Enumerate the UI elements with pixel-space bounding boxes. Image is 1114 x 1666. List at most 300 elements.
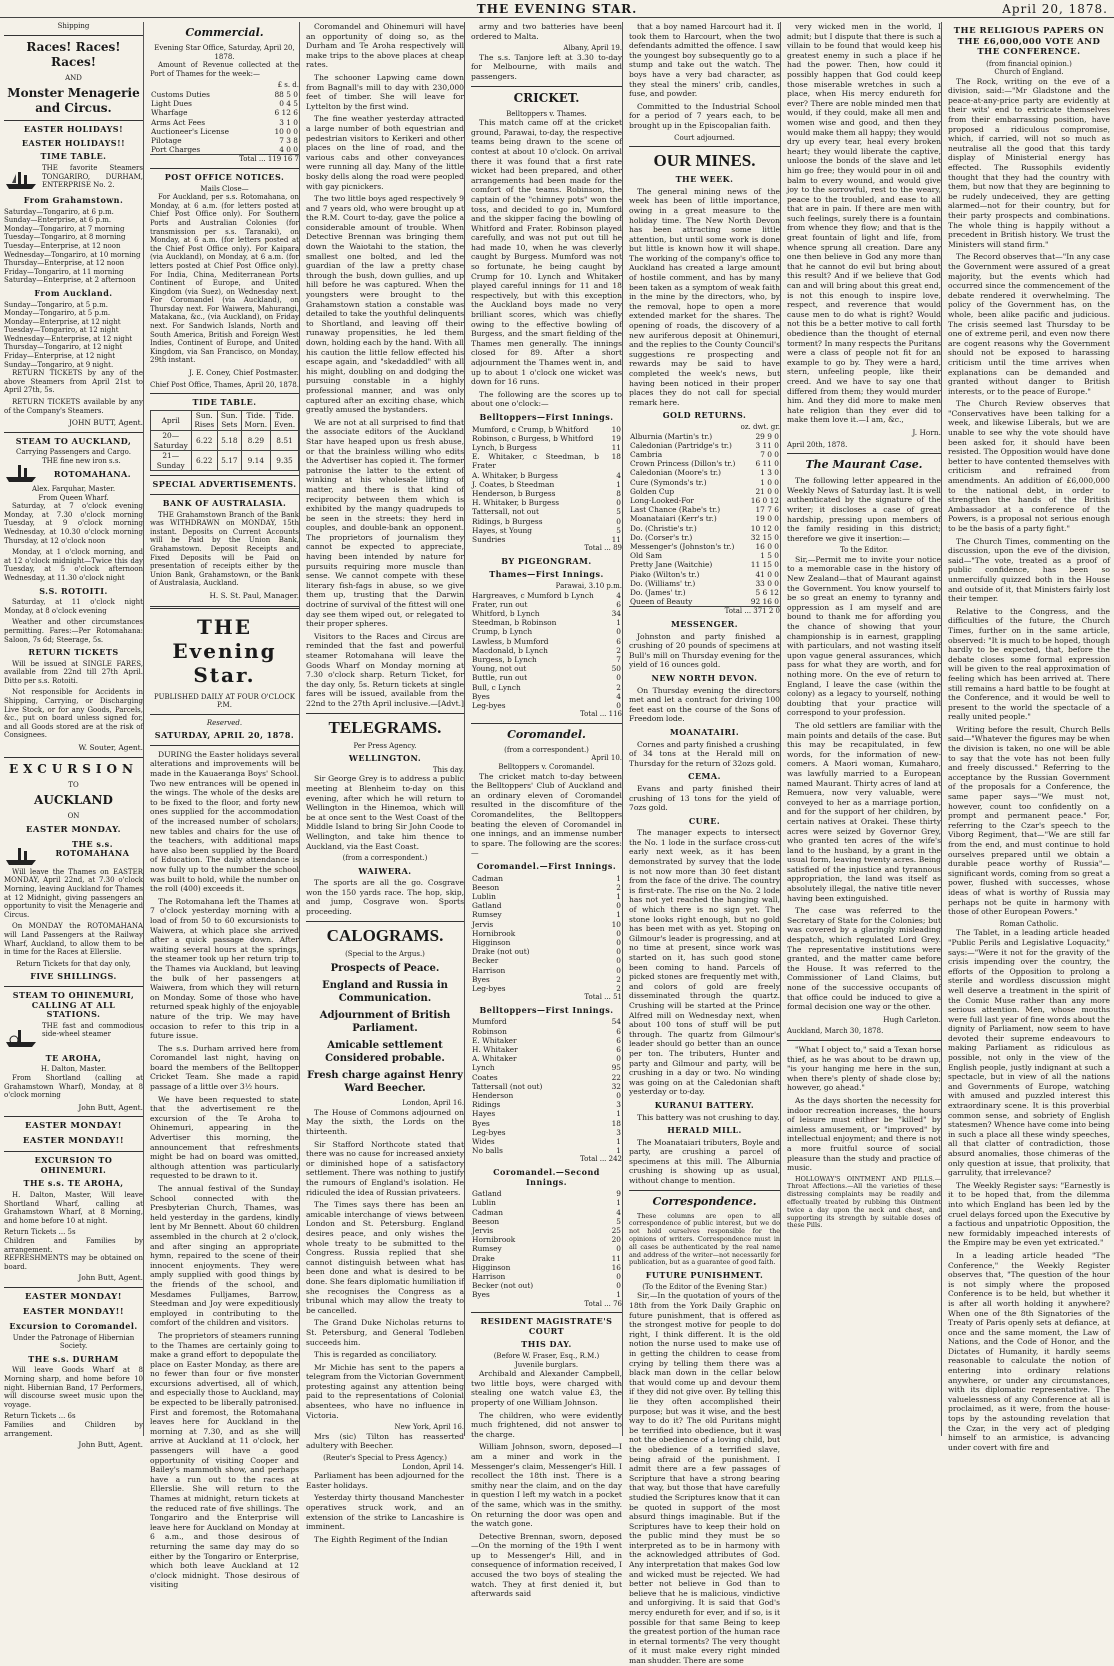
score-row (471, 1146, 622, 1155)
text: SPECIAL ADVERTISEMENTS. (152, 479, 297, 490)
row-label: Robinson (472, 1026, 507, 1036)
row-label: Drake (472, 1253, 495, 1263)
text: England and Russia in Communication. (322, 980, 448, 1005)
text: The cricket match to-day between the Belltoppers' Club of Auckland and an ordinary eleven of Coromandel resulted in the discomfiture of the Coromandelites, the Belltoppers beating the eleven of Coromandel in one innings, and an immense number to spare. The following are the scores:— (471, 771, 622, 858)
row-value: 33 0 0 (755, 578, 779, 588)
text: John Butt, Agent. (78, 1102, 143, 1112)
row-value: 0 (616, 627, 621, 637)
text: For Auckland, per s.s. Rotomahana, on Monday, at 6 a.m. (for letters posted at Chief Post Office only). For Southern Ports and Australian Colonies (for transmission per s.s. Taranaki), on Monday, at 6 a.m. (for letters posted at the Chief Post Office only). For Kaipara (via Auckland), on Monday, at 6 a.m. (for letters posted at Chief Post Office only). For India, China, Mediterranean Ports Continent of Europe, and United Kingdom (via Suez), on Wednesday next. For Coromandel (via Auckland), on Thursday next. For Waiwera, Mahurangi, Matakana, &c., (via Auckland), on Friday next. For Sandwich Islands, North and South America, British and Foreign West Indies, Continent of Europe, and United Kingdom, via San Francisco, on Monday, 29th instant. (150, 193, 299, 365)
text: The manager expects to intersect the No. 1 lode in the surface cross-cut early next week, as it has been demonstrated by survey that the lode is not now more than 30 feet distant from the face of the drive. The country is first-rate. The rise on the No. 2 lode has not yet reached the hanging wall, of which there is no sign yet. The stone looks right enough, but no gold has been met with as yet. Stoping on Gilmour's leader is progressing, and at no time at present, since work was started on it, has such good stone been coming to hand. Parcels of picked stones are frequently met with, and colors of gold are freely disseminated through the quartz. Crushing will be started at the Prince Alfred mill on Wednesday next, when about 100 tons of stuff will be put through. The quartz from Gilmour's leader should go better than an ounce per ton. The tributers, Hunter and party and Gilmour and party, will be crushing in a day or two. No winding was going on at the Caledonian shaft yesterday or to-day. (629, 828, 780, 1097)
text: Not responsible for Accidents in Shipping, Carrying, or Discharging Live Stock, or for any Goods, Parcels, &c., put on board unless signed for, and all Goods stored are at the risk of Consignees. (4, 688, 143, 740)
text: very wicked men in the world, I admit; but I dispute that there is such a villain to be found that would keep his greatest enemy in such a place if he had the power. Then, how could it possibly happen that God could keep those miserable wretches in such a place, when His mercy endureth for ever? There are noble minded men that would, if they could, make all men and women wise and good, and then they would make them all happy; they would dry up every tear, heal every broken heart; they would liberate the captive, unloose the bonds of the slave and let him go free; they would pour in oil and balm to every wound, and would give joy to the sorrowful, rest to the weary, peace to the troubled, and ease to all that are in pain. If there are men with such feelings, surely there is a fountain from whence they flow; and that is the great fountain of light and life, from whence sprung all creation. Dare any one then believe in God any more than that he cannot do evil but bring about this result? And if we believe that God can and will bring about this great end, is not this enough to inspire love, respect, and reverence that would cause men to do what is right? Would not this be a better motive to call forth obedience than the thought of eternal torment? In many respects the Puritans were a class of people not fit for an example to go by. They were a hard, stern, unfeeling people, like their creed. And we have to say one that differed from them; they would murder him. And they did more to make men hate religion than they ever did to make them love it.—I am, &c., (787, 22, 941, 425)
text: April (151, 410, 192, 430)
row-label: Sundries (472, 535, 506, 544)
text: DURING the Easter holidays several alterations and improvements will be made in the Kauaeranga Boys' School. Two new entrances will be opened in the wings. The whole of the desks are to be fixed to the floor, and forty new ones supplied for the accommodation of the increased number of scholars; new tables and chairs for the use of the teachers, with additional maps have also been supplied by the Board of Education. The daily attendance is now fully up to the number the school was built to hold, while the number on the roll (400) exceeds it. (150, 749, 299, 894)
row-label: Old Sam (630, 551, 662, 561)
gold-row (629, 514, 780, 523)
gold-row (629, 441, 780, 450)
text: This day. (432, 765, 464, 774)
row-label: Byes (472, 1290, 490, 1300)
text: EASTER MONDAY! (25, 1121, 122, 1132)
text: Mails Close— (200, 184, 249, 193)
text: ROTOMAHANA. (53, 468, 132, 479)
text: Writing before the result, Church Bells said—"Whatever the figures may be when the division is taken, no one will be able to say that the vote has not been fully and freely discussed." Referring to the acceptance by the Russian Government of the proposals for a Conference, the same paper says—"We must not, however, count too confidently on a prompt and permanent peace." For, referring to the Czar's speech to the Viborg Regiment, that—"We are still far from the end, and must continue to hold ourselves prepared until we obtain a durable peace worthy of Russia"—significant words, coming from so great a power, flushed with successes, whose ideas of what is worthy of Russia may perhaps not be quite in harmony with those of other European Powers." (948, 724, 1110, 917)
section-label: Shipping (57, 22, 90, 30)
score-row (471, 618, 622, 627)
text: This is regarded as conciliatory. (314, 1350, 437, 1360)
row-label: Harrison (472, 965, 506, 975)
text: (from a correspondent.) (504, 745, 589, 754)
row-label: Queen of Beauty (630, 597, 693, 607)
score-row (471, 452, 622, 470)
row-value: 1 (616, 1137, 621, 1146)
row-label: Moanataiari (Kerr's tr.) (630, 514, 717, 524)
text: Tide. Morn. (241, 410, 270, 430)
row-value: 0 (616, 516, 621, 526)
text: JOHN BUTT, Agent. (68, 418, 143, 428)
scorecard-thames (471, 591, 622, 711)
row-label: Wharfage (151, 108, 188, 118)
column-1 (4, 22, 144, 1450)
row-value: 1 (616, 479, 621, 489)
text: The s.s. Durham arrived here from Coromandel last night, having on board the members of the Belltopper Cricket Team. She made a rapid passage of a little over 3½ hours. (150, 1043, 299, 1092)
scorecard-coromandel-1 (471, 874, 622, 994)
text: Visitors to the Races and Circus are reminded that the fast and powerful steamer Rotomahana will leave the Goods Wharf on Monday morning at 7.30 o'clock sharp. Return Ticket, for the day only, 5s. Return tickets at single fares will be issued, available from the 22nd to the 27th April inclusive.—[Advt.] (306, 631, 465, 708)
row-label: Jervis (472, 1226, 494, 1235)
cricket-heading: CRICKET. (513, 90, 580, 105)
text: (from a correspondent.) (342, 854, 428, 863)
row-label: Do. (Corser's tr.) (630, 532, 693, 542)
row-label: Henderson (472, 1090, 514, 1100)
paper-title: THE Evening Star. (172, 614, 277, 687)
row-value: 16 0 0 (755, 542, 779, 551)
text: Parawai, 3.10 p.m. (555, 581, 622, 590)
row-value: 4 (616, 470, 621, 480)
row-value: 34 (611, 608, 621, 618)
score-row (471, 655, 622, 664)
score-row (471, 507, 622, 516)
text: £ s. d. (277, 81, 299, 90)
row-value: 32 15 0 (750, 532, 779, 542)
text: London, April 16. (402, 1099, 464, 1108)
row-label: Higginson (472, 1262, 511, 1272)
row-label: Beeson (472, 1216, 500, 1226)
text: Will leave Goods Wharf at 8 Morning sharp, and home before 10 night. Hibernian Band, 17 Performers, will discourse sweet music upon the voyage. (4, 1366, 143, 1409)
text: The following letter appeared in the Weekly News of Saturday last. It is well authenticated by the signature of the writer; it discloses a case of great hardship, pressing upon members of the family residing in this district; therefore we give it insertion:— (787, 476, 941, 543)
row-value: 5 6 12 (755, 588, 779, 598)
row-label: Gatland (472, 901, 502, 911)
row-value: 92 16 0 (750, 597, 779, 607)
row-label: Long-Looked-For (630, 495, 694, 505)
row-label: Jervis (472, 919, 494, 929)
row-label: Crump, b Lynch (472, 627, 533, 637)
text: Return Tickets for that day only, (16, 959, 131, 968)
text: Detective Brennan, sworn, deposed—On the morning of the 19th I went up to Messenger's Hill, and in consequence of information received, I accused the two boys of stealing the watch. They at first denied it, but afterwards said (471, 1531, 622, 1599)
text: Coromandel.—First Innings. (476, 860, 617, 871)
row-value: 1 (616, 1109, 621, 1119)
row-value: 0 (616, 947, 621, 957)
gold-row (629, 560, 780, 569)
row-value: 1 (616, 1290, 621, 1300)
row-value: 11 (611, 535, 621, 544)
text: Coromandel and Ohinemuri will have an opportunity of doing so, as the Durham and Te Aroha respectively will make trips to the above places at cheap rates. (306, 22, 464, 70)
text: On MONDAY the ROTOMAHANA will Land Passengers at the Railway Wharf, Auckland, to allow them to be in time for the Races at Ellerslie. (4, 922, 143, 957)
text: This match came off at the cricket ground, Parawai, to-day, the respective teams being drawn to the scene of contest at about 10 o'clock. On arrival there it was found that a first rate wicket had been prepared, and other arrangements had been made for the comfort of the teams. Robinson, the captain of the "chimney pots" won the toss, and decided to go in, Mumford and the skipper facing the bowling of Whitford and Frater. Robinson played carefully, and was not put out till he had made 10, when he was cleverly caught by Burgess. Mumford was not so fortunate, he being caught by Crump for 10. Lynch and Whitaker played careful innings for 11 and 18 respectively, but with this exception the Auckland boys made no very brilliant scores, which was chiefly owing to the effective bowling of Burgess, and the smart fielding of the Thames men generally. The innings closed for 89. After a short adjournment the Thames went in, and up to about 1 o'clock one wicket was down for 16 runs. (471, 118, 622, 387)
text: KURANUI BATTERY. (654, 1099, 755, 1110)
steamer-icon (4, 459, 38, 485)
row-value: 7 (616, 655, 621, 664)
score-row (471, 434, 622, 443)
tide-table (150, 410, 299, 472)
newspaper-title: THE EVENING STAR. (476, 2, 638, 16)
text: April 20th, 1878. (787, 440, 848, 449)
row-label: E. Whitaker (472, 1035, 517, 1045)
row-value: 95 (611, 1063, 621, 1073)
score-row (471, 929, 622, 938)
revenue-row (150, 90, 299, 99)
row-label: H. Whitaker (472, 1044, 518, 1054)
text: From Queen Wharf. (38, 493, 109, 502)
row-label: Crown Princess (Dillon's tr.) (630, 459, 736, 469)
text: Prospects of Peace. (330, 963, 440, 975)
text: Return Tickets ... 5s (4, 1228, 76, 1237)
row-label: Last Chance (Rabe's tr.) (630, 505, 721, 515)
row-value: 2 (616, 983, 621, 993)
text: SATURDAY, APRIL 20, 1878. (154, 730, 295, 741)
text: The s.s. Tanjore left at 3.30 to-day for Melbourne, with mails and passengers. (471, 52, 622, 81)
text: Reserved. (206, 718, 243, 727)
text: Thursday—Enterprise, at 12 noon (4, 259, 125, 268)
text: Sir,—In the quotation of yours of the 18th from the York Daily Graphic on future punishment, that is offered as the strongest motive for people to do right, I think different. It is the old notion the nurse used to make use of in getting the children to cease from crying by telling them there was a black man down in the cellar below that would come up and devour them if they did not give over. By telling this lie they often accomplished their purpose; but was it wise, and the best way to do it? The old Puritans might be terrified into obedience, but it was not the obedience of a loving child, but the obedience of a terrified slave, being afraid of the punishment. I admit there are a few passages of Scripture that have a strong bearing that way, but those that have carefully studied the Scriptures know that it can be quoted in support of the most absurd things imaginable. But if the Scriptures have to keep their hold on the public mind they must be so interpreted as to be in harmony with the acknowledged attributes of God. Any interpretation that makes God low and wicked must be rejected. We had better not believe in God than to believe that he is malicious, vindictive and unforgiving. It is said that God's mercy endureth for ever, and if so, is it possible for that same Being to keep the greatest portion of the human race in eternal torments? The very thought of it must make every right minded man shudder. There are some (629, 1291, 780, 1665)
score-row (471, 1244, 622, 1253)
text: 8.29 (241, 431, 270, 451)
gold-row (629, 524, 780, 533)
row-value: 16 (611, 1262, 621, 1272)
score-row (471, 692, 622, 701)
row-value: 0 (616, 901, 621, 911)
text: TIDE TABLE. (192, 397, 257, 408)
row-value: 10 12 0 (750, 523, 779, 533)
text: Mr Michie has sent to the papers a telegram from the Victorian Government protesting against any attention being paid to the representations of Colonial absentees, who have no influence in Victoria. (306, 1362, 464, 1420)
text: FUTURE PUNISHMENT. (645, 1270, 764, 1281)
row-value: 25 (611, 1226, 621, 1235)
text: CEMA. (688, 771, 721, 782)
revenue-table (150, 90, 299, 154)
text: Wednesday—Tongariro, at 10 morning (4, 250, 141, 259)
text: Committed to the Industrial School for a period of 7 years each, to be brought up in the Episcopalian faith. (629, 101, 780, 130)
text: Total ... 51 (584, 993, 622, 1002)
score-row (471, 1027, 622, 1036)
gold-row (629, 551, 780, 560)
text: The Grand Duke Nicholas returns to St. Petersburg, and General Todleben succeeds him. (306, 1318, 464, 1347)
score-row (471, 975, 622, 984)
text: The Church Times, commenting on the discussion, upon the eve of the division, said—"The vote, treated as a proof of public confidence, has been so unmercifully quizzed both in the House and outside of it, that Ministers fairly lost their temper. (948, 536, 1110, 604)
row-value: 1 (616, 891, 621, 901)
row-value: 1 5 0 (760, 551, 779, 561)
score-row (471, 938, 622, 947)
row-label: Hayes (472, 1109, 496, 1119)
text: The Tablet, in a leading article headed "Public Perils and Legislative Loquacity," says:—"Were it not for the gravity of the crisis impending over the country, the efforts of the Opposition to prolong a sterile and wordless discussion might well deserve a treatment in the spirit of the Comic Muse rather than any more serious attention. Men, whose mouths were full last year of fine words about the dignity of Parliament, now seem to have devoted their supreme endeavours to making Parliament as ridiculous as possible, not only in the view of the English people, justly indignant at such a spectacle, but in view of all the nations and Governments of Europe, watching with amused and puzzled interest this extraordinary scene. It is this proverbial common sense, and sobriety of English statesmen? Whence have come into being in such a place all these windy speeches, all that clatter of contradiction, those absurd anomalies, those chimeras of the only question at issue, that prolixity, that garrulity, that irrelevance? (948, 928, 1110, 1178)
text: Under the Patronage of Hibernian Society. (12, 1333, 135, 1351)
row-label: Messenger's (Johnston's tr.) (630, 542, 735, 551)
score-row (471, 1189, 622, 1198)
text: The annual festival of the Sunday School connected with the Presbyterian Church, Thames, was held yesterday in the gardens, kindly lent by Mr Bennett. About 60 children assembled in the church at 2 o'clock, and after singing an appropriate hymn, repaired to the scene of their innocent enjoyments. They were amply supplied with good things by the friends of the school, and Mesdames Fulljames, Barrow, Steedman and Joy were expeditiously employed in contributing to the comfort of the children and visitors. (150, 1184, 299, 1328)
text: Sir Stafford Northcote stated that there was no cause for increased anxiety or diminished hope of a satisfactory settlement. There was nothing to justify the rumours of England's isolation. He ridiculed the idea of Russian privateers. (306, 1139, 464, 1197)
row-value: 0 (616, 1281, 621, 1291)
row-value: 4 0 0 (279, 145, 298, 155)
text: "What I object to," said a Texan horse thief, as he was about to be drawn up, "is your hanging me here in the sun, when there's plenty of shade close by; however, go ahead." (787, 1044, 941, 1093)
text: W. Souter, Agent. (78, 743, 143, 753)
text: Evans and party finished their crushing of 13 tons for the yield of 7ozs gold. (629, 783, 780, 813)
text: In a leading article headed "The Conference," the Weekly Register observes that, "The question of the hour is not simply where the proposed Conference is to be held, but whether it is after all worth holding it anywhere? When one of the 8th Signatories of the Treaty of Paris openly sets at defiance, at once and the same moment, the Law of Nations, and the Code of Honor, and the Dictates of Humanity, it hardly seems reasonable to calculate the notion of entering into ordinary relations anywhere, or under any circumstances, with its diplomatic representative. The valuelessness of any Conference at all is proclaimed, as it were, from the house-tops by the astounding revelation that the Czar, in the very act of pledging himself to an armistice, is advancing under covert with fire and (948, 1250, 1110, 1452)
text: H. Dalton, Master, Will leave Shortland Wharf, calling at Grahamstown Wharf, at 8 Morning, and home before 10 at night. (4, 1191, 143, 1225)
row-value: 4 (616, 590, 621, 600)
score-row (471, 480, 622, 489)
row-label: Customs Duties (151, 89, 210, 99)
row-value: 3 (616, 1100, 621, 1110)
scorecard-coromandel-2 (471, 1189, 622, 1299)
scorecard-belltoppers (471, 425, 622, 545)
row-label: Do. (James' tr.) (630, 588, 686, 598)
row-value: 17 7 6 (755, 505, 779, 515)
text: Belltoppers v. Thames. (506, 109, 587, 118)
scorecard-belltoppers-2 (471, 1017, 622, 1155)
row-label: Wides (472, 1137, 495, 1146)
row-value: 16 0 12 (750, 495, 779, 505)
score-row (471, 627, 622, 636)
text: John Butt, Agent. (78, 1440, 143, 1450)
text: Carrying Passengers and Cargo. (16, 448, 131, 457)
score-row (471, 701, 622, 710)
gold-row (629, 432, 780, 441)
row-value: 0 (616, 956, 621, 966)
row-value: 3 11 0 (755, 440, 779, 450)
score-row (471, 489, 622, 498)
row-label: Byes (472, 691, 490, 701)
text: The Moanataiari tributers, Boyle and party, are crushing a parcel of specimens at this mill. The Alburnia crushing is showing up as usual, without change to mention. (629, 1137, 780, 1186)
text: Sunday—Enterprise, at 6 p.m. (4, 216, 112, 225)
text: J. E. Coney, Chief Postmaster. (188, 368, 299, 378)
text: 6.22 (191, 431, 218, 451)
revenue-row (150, 145, 299, 154)
text: EASTER HOLIDAYS! (23, 124, 124, 135)
row-label: Pilotage (151, 135, 182, 145)
text: that a boy named Harcourt had it. I took them to Harcourt, when the two defendants admitted the offence. I saw the youngest boy subsequently go to a stump and take out the watch. The boys have a very bad character, as they steal the miners' crib, candles, fuse, and powder. (629, 22, 780, 99)
score-row (471, 1281, 622, 1290)
mines-heading: OUR MINES. (653, 151, 756, 171)
row-label: A. Whitaker, b Burgess (472, 470, 558, 480)
row-value: 6 11 0 (755, 459, 779, 469)
column-3 (306, 22, 465, 1544)
text: Thames—First Innings. (489, 569, 604, 580)
row-label: Pretty Jane (Waitchie) (630, 560, 713, 570)
text: The Maurant Case. (805, 458, 923, 472)
text: The proprietors of steamers running to the Thames are certainly going to make a grand effort to depopulate the place on Easter Monday, as there are no fewer than four or five monster excursions advertised, all of which, and especially those to Auckland, may be expected to be liberally patronised. First and foremost, the Rotomahana leaves here for Auckland in the morning at 7.30, and as she will arrive at Auckland at 11 o'clock, her passengers will have a good opportunity of visiting Cooper and Bailey's mammoth show, and perhaps have a run out to the races at Ellerslie. She will return to the Thames at midnight, return tickets at the reduced rate of five shillings. The Tongariro and the Enterprise will leave here for Auckland on Monday at 6 a.m., and those desirous of returning the same day may do so either by the Tongariro or Enterprise, which both leave Auckland at 12 o'clock midnight. Those desirous of visiting (150, 1330, 299, 1590)
text: Sunday—Tongariro, at 9 night. (4, 360, 114, 369)
text: April 10. (591, 754, 622, 763)
row-value: 10 (611, 424, 621, 434)
text: The following are the scores up to about one o'clock:— (471, 389, 622, 409)
row-label: Golden Cup (630, 486, 675, 496)
gold-row (629, 487, 780, 496)
row-label: Caledonian (Partridge's tr.) (630, 440, 732, 450)
row-value: 41 0 0 (755, 569, 779, 579)
text: EXCURSION (9, 761, 138, 776)
text: Friday—Enterprise, at 12 night (4, 352, 116, 361)
row-value: 54 (611, 1017, 621, 1027)
row-label: Arms Act Fees (151, 117, 206, 127)
text: Sun. Sets (218, 410, 242, 430)
text: Roman Catholic. (999, 919, 1059, 928)
text: As the days shorten the necessity for indoor recreation increases, the hours of leisure must either be "killed" by aimless amusement, or "improved" by intellectual enjoyment; and there is not a more fruitful source of social pleasure than the study and practice of music. (787, 1095, 941, 1173)
column-6 (787, 22, 942, 1436)
row-label: A. Whitaker (472, 1054, 517, 1064)
text: Parliament has been adjourned for the Easter holidays. (306, 1471, 464, 1490)
headline: Monster Menagerie and Circus. (7, 86, 140, 116)
score-row (471, 1290, 622, 1299)
row-label: Becker (not out) (472, 1281, 534, 1291)
row-value: 20 (611, 1235, 621, 1245)
text: Alex. Farquhar, Master. (31, 485, 116, 493)
text: The fine weather yesterday attracted a large number of both equestrian and pedestrian visitors to Kerikeri and other places on the line of road, and the various cabs and other conveyances were running all day. Many of the little bosky dells along the road were peopled with gay picnickers. (306, 114, 464, 191)
row-label: E. Whitaker, c Steedman, b Frater (472, 452, 599, 471)
score-row (471, 517, 622, 526)
row-label: Light Dues (151, 99, 192, 109)
text: Total ... 371 2 0 (629, 606, 780, 616)
text: The Rock, writing on the eve of a division, said:—"Mr Gladstone and the peace-at-any-price party are evidently at their wits' end to extricate themselves from their embarrassing position, have proposed a ridiculous compromise, which, if carried, will not so much as neutralise all the good that this tardy display of Ministerial energy has effected. The Russophils evidently thought that they had the country with them, but now that they are beginning to be rudely undeceived, they are getting alarmed—not for their country, but for their party prospects and combinations. The whole thing is happily without a precedent in British history. We trust the Ministers will stand firm." (948, 76, 1110, 249)
text: The old settlers are familiar with the main points and details of the case. But this may be recapitulated, in few words, for the information of new-comers. A Maori woman, Kumaharo, was lawfully married to a European named Maurant. Thirty acres of land at Remuera, now very valuable, were conveyed to her as a marriage portion, and for the support of her children, by certain natives at Orakei. These thirty acres were seized by Governor Grey, who granted ten acres of the wife's land to the husband, by a grant in the usual form, leaving twenty acres. Being satisfied of the injustice and tyrannous appropriation, the land was itself as absolutely illegal, the native title never having been extinguished. (787, 720, 941, 903)
schedule-auckland (4, 301, 143, 370)
steamer-icon (4, 1024, 38, 1050)
gold-row (629, 478, 780, 487)
text: Saturday, at 11 o'clock night Monday, at 8 o'clock evening (4, 598, 143, 615)
score-row (471, 1254, 622, 1263)
gold-row (629, 468, 780, 477)
row-value: 18 (611, 452, 621, 462)
row-value: 2 (616, 882, 621, 892)
text: Saturday—Enterprise, at 2 afternoon (4, 276, 136, 285)
row-value: 21 0 0 (755, 486, 779, 496)
revenue-row (150, 108, 299, 117)
gold-row (629, 579, 780, 588)
text: Fresh charge against Henry Ward Beecher. (307, 1070, 463, 1095)
text: Friday—Tongariro, at 11 morning (4, 267, 124, 276)
text: On Thursday evening the directors met and let a contract for driving 100 feet east on the course of the Sons of Freedom lode. (629, 685, 780, 724)
text: The schooner Lapwing came down from Bagnall's mill to day with 230,000 feet of timber. She will leave for Lyttelton by the first wind. (306, 72, 464, 111)
row-label: Buttle, run out (472, 673, 528, 683)
row-label: Lublin (472, 1198, 496, 1208)
text: THE RELIGIOUS PAPERS ON THE £6,000,000 VOTE AND THE CONFERENCE. (953, 26, 1105, 57)
row-label: Cadman (472, 873, 503, 883)
calograms-heading: CALOGRAMS. (326, 925, 444, 945)
telegrams-heading: TELEGRAMS. (328, 717, 442, 737)
row-label: Hayes, st Young (472, 525, 532, 535)
text: 9.14 (241, 451, 270, 471)
text: Coromandel. (507, 727, 586, 741)
score-row (471, 920, 622, 929)
row-label: Drake (not out) (472, 947, 530, 957)
text: (Reuter's Special to Press Agency.) (323, 1454, 447, 1463)
row-label: Bull, c Lynch (472, 682, 521, 692)
row-value: 11 (611, 1253, 621, 1263)
row-value: 1 (616, 873, 621, 883)
score-row (471, 1226, 622, 1235)
text: 21—Sunday (151, 451, 192, 471)
row-label: Hargreaves, c Mumford b Lynch (472, 590, 594, 600)
row-value: 6 (616, 599, 621, 609)
score-row (471, 600, 622, 609)
row-label: Young, not out (472, 664, 527, 674)
text: Total ... 119 16 7 (150, 154, 299, 164)
text: The case was referred to the Secretary of State for the Colonies; but was covered by a glaringly misleading despatch, which regulated Lord Grey. The representative institutions were granted, and the matter came before the House. It was referred to the Commissioner of Land Claims, but none of the successive occupants of that office could be induced to give a formal decision one way or the other. (787, 906, 941, 1012)
score-row (471, 1109, 622, 1118)
row-value: 1 (616, 618, 621, 628)
text: Tide. Even. (271, 410, 299, 430)
gold-row (629, 459, 780, 468)
text: The Church Review observes that "Conservatives have been talking for a week, and likewise Liberals, but we are unable to see why the vote should have been asked for, it should have been resisted. The Opposition would have done better to have contented themselves with criticism and refrained from amendments. An addition of £6,000,000 to the national debt, in order to strengthen the hands of the British Ambassador at a conference of the Powers, is a proposal not serious enough to be the basis of a party fight." (948, 399, 1110, 533)
row-value: 0 (616, 965, 621, 975)
text: Saturday—Tongariro, at 6 p.m. (4, 207, 114, 216)
score-row (471, 1198, 622, 1207)
gold-row (629, 588, 780, 597)
text: WAIWERA. (358, 865, 412, 876)
row-value: 7 0 0 (760, 449, 779, 459)
gold-row (629, 533, 780, 542)
score-row (471, 883, 622, 892)
text: From Auckland. (34, 287, 113, 298)
text: THE s.s. ROTOMAHANA (55, 838, 130, 859)
row-value: 11 (611, 442, 621, 452)
text: These columns are open to all correspondence of public interest, but we do not hold ourselves responsible for the opinions of writers. Correspondence must in all cases be authenticated by the real name and address of the writer—not necessarily for publication, but as a guarantee of good faith. (629, 1211, 780, 1267)
text: Belltoppers v. Coromandel. (498, 763, 595, 771)
text: Total ... 89 (584, 544, 622, 553)
row-label: Tattersall (not out) (472, 1081, 543, 1091)
row-label: Piako (Wilton's tr.) (630, 569, 700, 579)
row-value: 22 (611, 1072, 621, 1082)
row-value: 0 (616, 673, 621, 683)
text: The House of Commons adjourned on May the sixth, the Lords on the thirteenth. (306, 1107, 464, 1137)
row-label: Ridings, b Burgess (472, 516, 543, 526)
text: The Eighth Regiment of the Indian (314, 1534, 448, 1544)
text: BANK OF AUSTRALASIA. (162, 497, 287, 508)
row-label: Cure (Symonds's tr.) (630, 477, 707, 487)
score-row (471, 966, 622, 975)
row-label: Tattersall, not out (472, 507, 539, 517)
text: THIS DAY. (521, 1339, 572, 1350)
text: Sun. Rises (191, 410, 218, 430)
text: Amount of Revenue collected at the Port of Thames for the week:— (150, 61, 299, 78)
score-row (471, 1235, 622, 1244)
row-value: 2 (616, 682, 621, 692)
text: (Special to the Argus.) (345, 949, 425, 958)
column-7 (948, 22, 1110, 1452)
text: We are not at all surprised to find that the associate editors of the Auckland Star have heaped upon us fresh abuse, or that the brainless willing who edits the Advertiser has copied it. The former patronise the latter to the extent of winking at his wholesale lifting of matter, and there is that kind of reciprocity between them which is exhibited by the mangy quadrupeds to be seen in the streets: they herd in couples, and double-bank an opponent. The proprietors of journalism they cannot be expected to appreciate, having been intended by nature for pursuits requiring more muscle than sense. We cannot compete with these literary fish-fags in abuse, so we give them up, trusting that the Darwin doctrine of survival of the fittest will one day see them wiped out, or relegated to their proper spheres. (306, 417, 464, 629)
score-row (471, 1063, 622, 1072)
text: Monday—Enterprise, at 12 night (4, 317, 121, 326)
text: GOLD RETURNS. (662, 410, 747, 421)
score-row (471, 637, 622, 646)
text: Archibald and Alexander Campbell, two little boys, were charged with stealing one watch value £3, the property of one William Johnson. (471, 1369, 622, 1407)
row-value: 10 (611, 919, 621, 929)
column-2 (150, 22, 300, 1590)
row-value: 5 (616, 1216, 621, 1226)
score-row (471, 1100, 622, 1109)
text: Relative to the Congress, and the difficulties of the future, the Church Times, further on in the same article, observed: "It is much to be hoped, though hardly to be expected, that, before the debate closes some formal expression will be given to the real approximation of feeling which has been arrived at. There still remains a hard battle to be fought at the Conference, and it would be well to present to the world the spectacle of a really united people." (948, 606, 1110, 722)
score-row (471, 646, 622, 655)
schedule-grahamstown (4, 208, 143, 285)
text: POST OFFICE NOTICES. (164, 171, 285, 182)
row-value: 32 (611, 1081, 621, 1091)
